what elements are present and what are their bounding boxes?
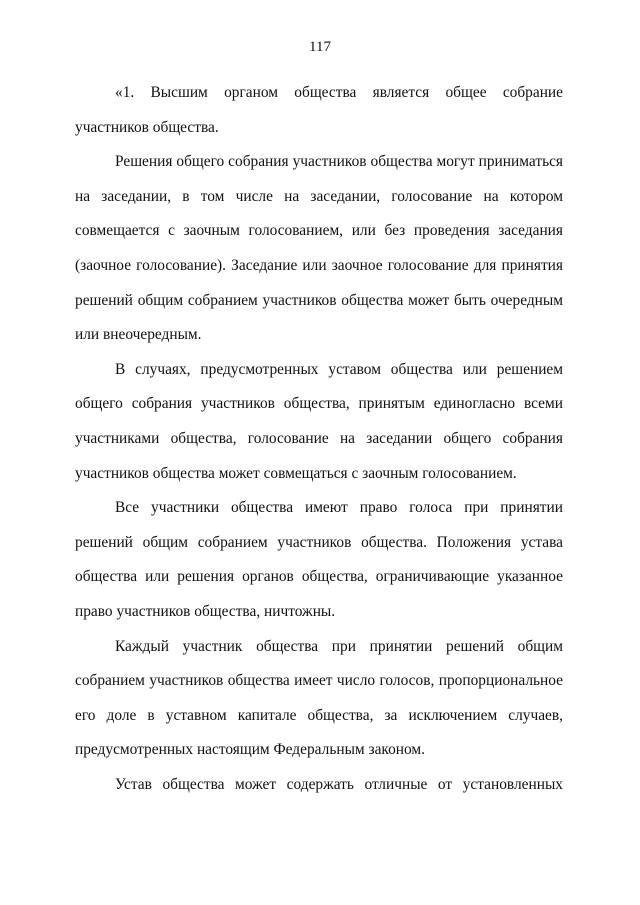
paragraph-2: Решения общего собрания участников общества могут приниматься на заседании, в том числе на заседании, голосование на котором совмещается с заочным голосованием, или без проведения заседания (заочное голосование). Заседание или заочное голосование для принятия решений общим собранием участников общества может быть очередным или внеочередным. [75,153,563,344]
document-body [75,76,563,802]
paragraph-4: Все участники общества имеют право голоса при принятии решений общим собранием участников общества. Положения устава общества или решения органов общества, ограничивающие указанное право участников общества, ничтожны. [75,499,563,620]
paragraph-5: Каждый участник общества при принятии решений общим собранием участников общества имеет число голосов, пропорциональное его доле в уставном капитале общества, за исключением случаев, предусмотренных настоящим Федеральным законом. [75,637,563,759]
paragraph-3: В случаях, предусмотренных уставом общества или решением общего собрания участников общества, принятым единогласно всеми участниками общества, голосование на заседании общего собрания участников общества может совмещаться с заочным голосованием. [75,360,563,482]
paragraph-1: «1. Высшим органом общества является общее собрание участников общества. [75,84,563,136]
paragraph-6: Устав общества может содержать отличные от установленных [115,775,563,793]
page-number: 117 [309,39,331,55]
